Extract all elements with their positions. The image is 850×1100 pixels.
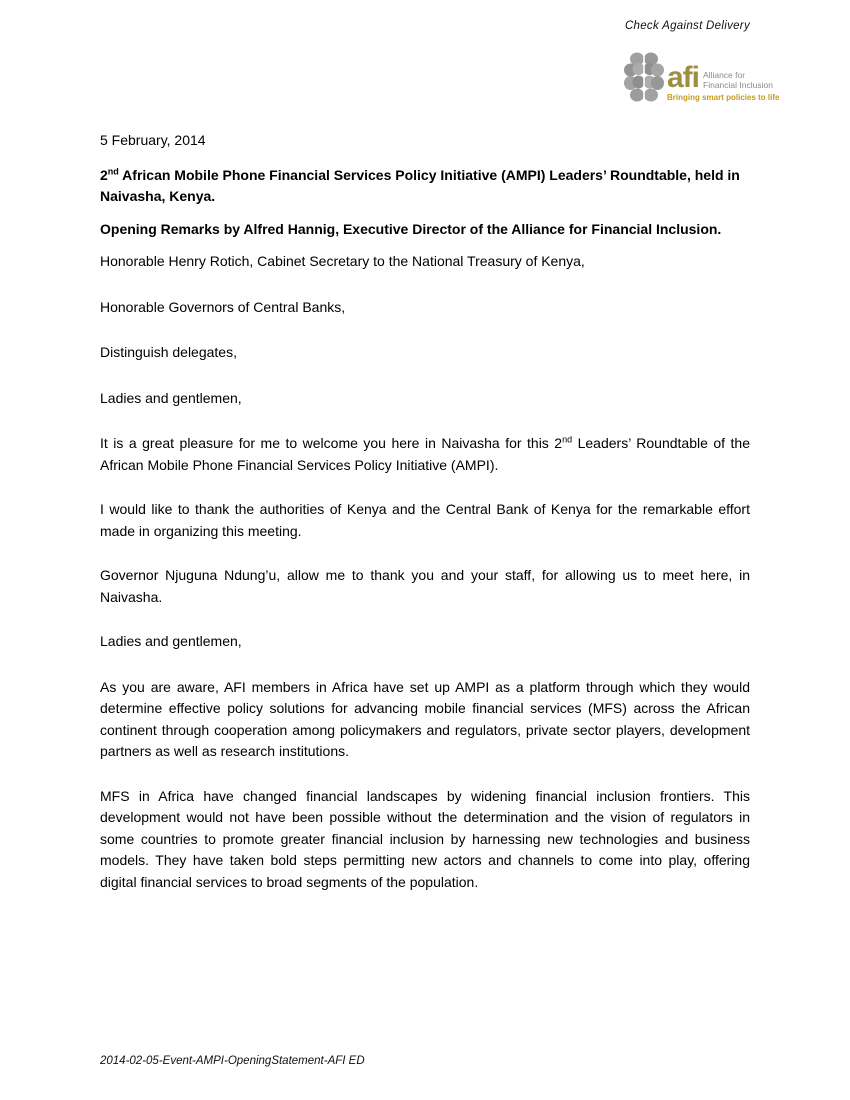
date-line: 5 February, 2014: [100, 132, 206, 148]
document-subtitle: Opening Remarks by Alfred Hannig, Executive Director of the Alliance for Financial Inclusion.: [100, 220, 722, 237]
paragraph-welcome: [100, 433, 750, 476]
check-against-delivery-note: Check Against Delivery: [624, 20, 750, 32]
salutation-governors: Honorable Governors of Central Banks,: [100, 298, 346, 315]
paragraph-governor-njuguna: Governor Njuguna Ndung’u, allow me to thank you and your staff, for allowing us to meet here, in Naivasha.: [100, 567, 750, 605]
letter-body: [100, 130, 750, 916]
paragraph-thanks-authorities: I would like to thank the authorities of Kenya and the Central Bank of Kenya for the remarkable effort made in organizing this meeting.: [100, 501, 750, 539]
salutation-henry-rotich: Honorable Henry Rotich, Cabinet Secretary to the National Treasury of Kenya,: [100, 253, 585, 269]
afi-logo-orgname: [703, 70, 773, 90]
footer-filename: 2014-02-05-Event-AMPI-OpeningStatement-AFI ED: [100, 1055, 365, 1067]
paragraph-ampi-platform: As you are aware, AFI members in Africa have set up AMPI as a platform through which they would determine effective policy solutions for advancing mobile financial services (MFS) across the African continent through cooperation among policymakers and regulators, private sector players, development partners as well as research institutions.: [100, 678, 750, 759]
afi-logo-orgname-line1: Alliance for: [703, 70, 746, 80]
afi-logo: [624, 52, 786, 102]
afi-logo-orgname-line2: Financial Inclusion: [703, 80, 773, 90]
title-ordinal-superscript: nd: [107, 165, 119, 176]
title-text: African Mobile Phone Financial Services Policy Initiative (AMPI) Leaders’ Roundtable, held in Naivasha, Kenya.: [100, 166, 740, 204]
afi-logo-tagline: Bringing smart policies to life: [667, 93, 780, 102]
paragraph-mfs-africa: MFS in Africa have changed financial landscapes by widening financial inclusion frontiers. This development would not have been possible without the determination and the vision of regulators in some countries to promote greater financial inclusion by harnessing new technologies and business models. They have taken bold steps permitting new actors and channels to come into play, offering digital financial services to broad segments of the population.: [100, 787, 750, 890]
salutation-ladies-gentlemen-1: Ladies and gentlemen,: [100, 389, 242, 406]
afi-logo-abbr: afi: [667, 61, 700, 94]
title-number: 2: [100, 166, 108, 183]
paragraph-welcome-before: It is a great pleasure for me to welcome you here in Naivasha for this 2: [100, 435, 563, 451]
salutation-delegates: Distinguish delegates,: [100, 344, 237, 360]
brain-icon: [624, 52, 664, 102]
paragraph-welcome-after: Leaders’ Roundtable of the African Mobile Phone Financial Services Policy Initiative (AMPI).: [100, 435, 750, 473]
document-title: [100, 165, 750, 208]
welcome-ordinal-superscript: nd: [562, 434, 573, 445]
salutation-ladies-gentlemen-2: Ladies and gentlemen,: [100, 633, 242, 649]
